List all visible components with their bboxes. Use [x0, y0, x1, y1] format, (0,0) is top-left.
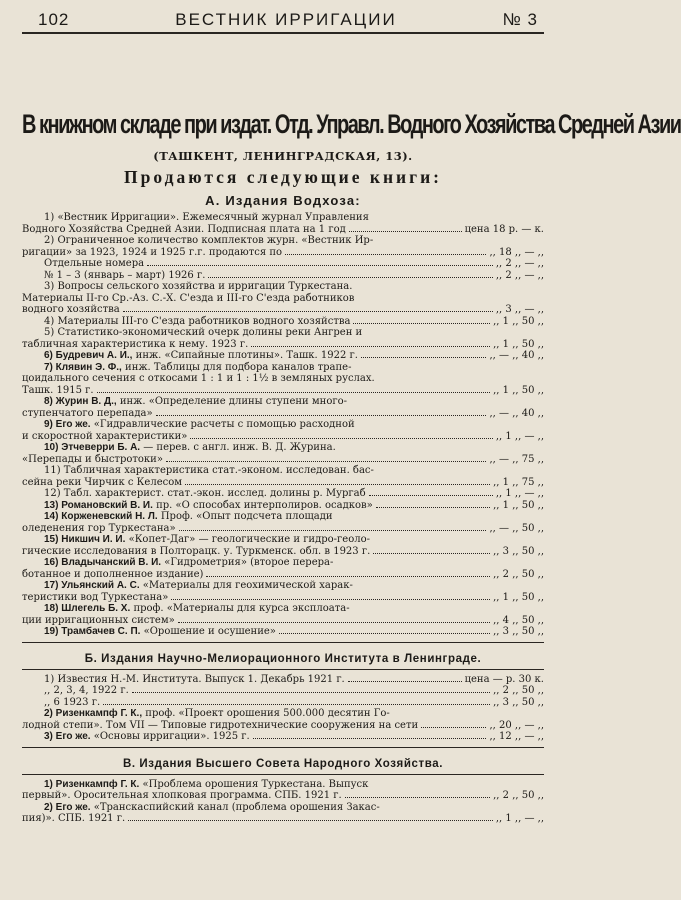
entry-line	[22, 511, 544, 523]
entry-author: 7) Клявин Э. Ф.,	[44, 361, 122, 373]
entry-text	[22, 304, 120, 316]
entry-author: 2) Ризенкампф Г. К.,	[44, 708, 143, 719]
entry-text	[44, 674, 345, 686]
entry-line	[22, 488, 544, 500]
entry-line	[22, 500, 544, 512]
entry-price: ,, 4 ,, 50 ,,	[493, 614, 544, 626]
entry-line	[22, 534, 544, 546]
entry-title: 3) Вопросы сельского хозяйства и ирригации Туркестана.	[44, 281, 353, 292]
entry-line	[22, 235, 544, 247]
entry-line	[22, 224, 544, 236]
entry-title: инж. «Определение длины ступени много-	[116, 396, 347, 407]
entry-line	[22, 615, 544, 627]
entry-text	[22, 523, 176, 535]
entry-title: 4) Материалы III-го С'езда работников водного хозяйства	[44, 315, 351, 327]
entry-title: 5) Статистико-экономический очерк долины реки Ангрен и	[44, 327, 363, 338]
entry-price: ,, 3 ,, 50 ,,	[493, 626, 544, 637]
entry-text	[44, 281, 544, 293]
entry-text	[44, 212, 544, 224]
entry-author: 13) Романовский В. И.	[44, 499, 153, 511]
entry-line	[22, 813, 544, 825]
section-heading: А. Издания Водхоза:	[205, 193, 361, 208]
entry-line	[22, 674, 544, 686]
catalog-entry	[22, 350, 544, 362]
books-for-sale-heading: Продаются следующие книги:	[124, 167, 442, 187]
entry-line	[22, 546, 544, 558]
section-divider	[22, 774, 544, 775]
entry-title: ступенчатого перепада»	[22, 407, 153, 419]
entry-title: проф. «Материалы для курса эксплоата-	[130, 603, 350, 614]
entry-text	[44, 626, 276, 638]
entry-price: ,, — ,, 40 ,,	[489, 350, 544, 361]
catalog-entry	[22, 235, 544, 258]
entry-text	[22, 813, 125, 825]
entry-text	[44, 327, 544, 339]
dot-leader	[178, 622, 490, 623]
entry-title: цоидального сечения с откосами 1 : 1 и 1 : 1½ в земляных руслах.	[22, 373, 375, 384]
entry-line	[22, 327, 544, 339]
dot-leader	[361, 357, 487, 358]
entry-title: № 1 – 3 (январь – март) 1926 г.	[44, 269, 206, 281]
entry-price: ,, 1 ,, — ,,	[495, 430, 544, 442]
entry-title: 11) Табличная характеристика стат.-эконом. исследован. бас-	[44, 465, 374, 476]
entry-title: Проф. «Опыт подсчета площади	[157, 511, 333, 522]
entry-text	[22, 454, 163, 466]
entry-line	[22, 697, 544, 709]
entry-line	[22, 385, 544, 397]
entry-text	[44, 685, 129, 697]
entry-line	[22, 408, 544, 420]
entry-title: теристики вод Туркестана»	[22, 591, 169, 603]
entry-price: ,, 1 ,, 75 ,,	[493, 476, 544, 488]
catalog-entry	[22, 396, 544, 419]
entry-author: 6) Будревич А. И.,	[44, 350, 133, 361]
entry-title: 1) Известия Н.-М. Института. Выпуск 1. Декабрь 1921 г.	[44, 673, 345, 685]
entry-price: ,, 2 ,, 50 ,,	[493, 685, 544, 696]
dot-leader	[103, 704, 490, 705]
issue-number: № 3	[502, 10, 538, 29]
entry-text	[22, 247, 282, 259]
entry-title: «Гидрометрия» (второе перера-	[161, 557, 334, 568]
dot-leader	[373, 553, 490, 554]
entry-text	[44, 500, 373, 512]
entry-title: пия)». СПБ. 1921 г.	[22, 813, 126, 824]
entry-text	[44, 442, 544, 454]
entry-line	[22, 419, 544, 431]
entry-title: ции ирригационных систем»	[22, 614, 175, 626]
entry-title: гические исследования в Полторацк. у. Туркменск. обл. в 1923 г.	[22, 545, 371, 557]
entry-price: ,, 3 ,, — ,,	[495, 304, 544, 315]
entry-text	[44, 731, 250, 743]
entry-text	[44, 419, 544, 431]
entry-author: 9) Его же.	[44, 419, 91, 430]
entry-title: 1) «Вестник Ирригации». Ежемесячный журнал Управления	[44, 212, 369, 223]
entry-title: лодной степи». Том VII — Типовые гидротехнические сооружения на сети	[22, 719, 419, 731]
entry-line	[22, 362, 544, 374]
entry-line	[22, 779, 544, 791]
entry-title: «Гидравлические расчеты с помощью расходной	[90, 419, 355, 430]
dot-leader	[421, 727, 486, 728]
entry-text	[44, 362, 544, 374]
entry-title: пр. «О способах интерполиров. осадков»	[152, 499, 373, 511]
entry-line	[22, 270, 544, 282]
entry-title: «Проблема орошения Туркестана. Выпуск	[139, 778, 369, 790]
entry-price: ,, 1 ,, 50 ,,	[493, 338, 544, 350]
section-heading: Б. Издания Научно-Мелиорационного Института в Ленинграде.	[84, 652, 482, 665]
catalog-entry	[22, 442, 544, 465]
entry-text	[44, 316, 350, 328]
dot-leader	[185, 484, 490, 485]
entry-title: Водного Хозяйства Средней Азии. Подписная плата на 1 год	[22, 223, 346, 235]
entry-line	[22, 592, 544, 604]
entry-line	[22, 477, 544, 489]
entry-title: табличная характеристика к нему. 1923 г.	[22, 338, 249, 350]
entry-text	[22, 477, 182, 489]
entry-title: и скоростной характеристики»	[22, 430, 188, 442]
entry-line	[22, 281, 544, 293]
catalog-entry	[22, 281, 544, 316]
entry-price: ,, 1 ,, 50 ,,	[493, 315, 544, 327]
entry-line	[22, 247, 544, 259]
entry-text	[44, 802, 544, 814]
entry-text	[22, 224, 346, 236]
catalog-entry	[22, 708, 544, 731]
dot-leader	[128, 820, 493, 821]
entry-text	[44, 580, 544, 592]
catalog-entry	[22, 557, 544, 580]
entry-author: 15) Никшич И. И.	[44, 534, 126, 545]
dot-leader	[208, 277, 492, 278]
entry-title: 2) Ограниченное количество комплектов журн. «Вестник Ир-	[44, 235, 374, 246]
entry-line	[22, 569, 544, 581]
entry-line	[22, 316, 544, 328]
entry-author: 2) Его же.	[44, 801, 91, 813]
entry-title: Ташк. 1915 г.	[22, 384, 94, 396]
catalog-entry	[22, 270, 544, 282]
entry-price: ,, 1 ,, 50 ,,	[493, 499, 544, 511]
entry-author: 14) Корженевский Н. Л.	[44, 511, 158, 522]
entry-text	[44, 396, 544, 408]
entry-line	[22, 212, 544, 224]
entry-title: ботанное и дополненное издание)	[22, 568, 204, 580]
dot-leader	[147, 265, 493, 266]
entry-price: ,, 2 ,, 50 ,,	[493, 790, 544, 801]
entry-title: инж. «Сипайные плотины». Ташк. 1922 г.	[132, 350, 358, 361]
entry-author: 3) Его же.	[44, 731, 91, 742]
entry-line	[22, 603, 544, 615]
entry-line	[22, 465, 544, 477]
entry-title: «Основы ирригации». 1925 г.	[90, 731, 250, 742]
entry-text	[44, 697, 100, 709]
catalog-entry	[22, 534, 544, 557]
catalog-entry	[22, 488, 544, 500]
entry-line	[22, 802, 544, 814]
catalog-entry	[22, 362, 544, 397]
entry-line	[22, 258, 544, 270]
entry-text	[22, 615, 175, 627]
entry-title: ,, 2, 3, 4, 1922 г.	[44, 685, 129, 696]
entry-line	[22, 720, 544, 732]
entry-price: ,, 1 ,, 50 ,,	[493, 591, 544, 603]
catalog-entry	[22, 779, 544, 802]
entry-text	[44, 779, 544, 791]
entry-author: 17) Ульянский А. С.	[44, 580, 140, 591]
dot-leader	[376, 507, 490, 508]
entry-text	[22, 790, 342, 802]
entry-price: ,, — ,, 75 ,,	[489, 453, 544, 465]
dot-leader	[132, 692, 490, 693]
entry-price: ,, 3 ,, 50 ,,	[493, 696, 544, 708]
entry-text	[22, 592, 168, 604]
entry-text	[44, 270, 205, 282]
entry-author: 8) Журин В. Д.,	[44, 396, 117, 407]
dot-leader	[253, 738, 487, 739]
entry-text	[44, 511, 544, 523]
entry-line	[22, 731, 544, 743]
catalog-entry	[22, 626, 544, 638]
entry-price: ,, 12 ,, — ,,	[489, 731, 544, 742]
catalog-entry	[22, 674, 544, 709]
dot-leader	[369, 495, 493, 496]
dot-leader	[123, 311, 493, 312]
section-divider	[22, 747, 544, 748]
dot-leader	[97, 392, 491, 393]
dot-leader	[279, 633, 490, 634]
entry-text	[44, 603, 544, 615]
catalog-entry	[22, 500, 544, 512]
dot-leader	[156, 415, 487, 416]
entry-title: «Перепады и быстротоки»	[22, 453, 163, 465]
entry-line	[22, 373, 544, 385]
entry-text	[22, 339, 248, 351]
entry-line	[22, 790, 544, 802]
catalog-entry	[22, 465, 544, 488]
entry-title: инж. Таблицы для подбора каналов трапе-	[121, 361, 352, 373]
entry-author: 10) Этчеверри Б. А.	[44, 442, 141, 453]
entry-title: проф. «Проект орошения 500.000 десятин Го-	[142, 708, 390, 719]
entry-title: «Орошение и осушение»	[140, 626, 276, 637]
catalog-entry	[22, 327, 544, 350]
dot-leader	[179, 530, 487, 531]
entry-line	[22, 304, 544, 316]
entry-line	[22, 431, 544, 443]
bookstore-address: (ТАШКЕНТ, ЛЕНИНГРАДСКАЯ, 13).	[153, 149, 413, 163]
entry-title: ригации» за 1923, 1924 и 1925 г.г. продаются по	[22, 246, 283, 258]
entry-text	[44, 235, 544, 247]
entry-text	[44, 534, 544, 546]
entry-price: цена 18 р. — к.	[464, 223, 544, 235]
entry-title: «Копет-Даг» — геологические и гидро-геоло-	[125, 534, 370, 545]
entry-text	[22, 569, 203, 581]
dot-leader	[171, 599, 490, 600]
catalog-entry	[22, 419, 544, 442]
catalog-entry	[22, 603, 544, 626]
running-header	[22, 10, 544, 34]
entry-price: ,, 2 ,, — ,,	[495, 258, 544, 269]
entry-title: сейна реки Чирчик с Келесом	[22, 476, 183, 488]
entry-line	[22, 350, 544, 362]
catalog-entry	[22, 212, 544, 235]
dot-leader	[285, 254, 486, 255]
section-heading: В. Издания Высшего Совета Народного Хозяйства.	[122, 757, 444, 770]
entry-price: цена — р. 30 к.	[464, 673, 544, 685]
bookstore-banner: В книжном складе при издат. Отд. Управл. Водного Хозяйства Средней Азии	[22, 110, 681, 140]
entry-title: ,, 6 1923 г.	[44, 696, 101, 708]
entry-author: 19) Трамбачев С. П.	[44, 626, 141, 637]
book-catalog	[22, 193, 544, 825]
entry-title: «Транскаспийский канал (проблема орошения Закас-	[90, 801, 380, 813]
entry-text	[22, 293, 544, 305]
entry-title: Отдельные номера	[44, 258, 145, 269]
entry-text	[22, 431, 187, 443]
dot-leader	[353, 323, 490, 324]
entry-title: 12) Табл. характерист. стат.-экон. исслед. долины р. Мургаб	[44, 488, 366, 499]
journal-title: ВЕСТНИК ИРРИГАЦИИ	[175, 10, 397, 29]
entry-title: оледенения гор Туркестана»	[22, 522, 176, 534]
entry-text	[44, 258, 144, 270]
entry-text	[22, 385, 94, 397]
entry-price: ,, 20 ,, — ,,	[489, 719, 544, 731]
entry-text	[44, 465, 544, 477]
entry-text	[22, 373, 544, 385]
dot-leader	[206, 576, 490, 577]
entry-price: ,, 1 ,, — ,,	[495, 488, 544, 499]
entry-price: ,, 18 ,, — ,,	[489, 246, 544, 258]
dot-leader	[349, 231, 462, 232]
entry-title: «Материалы для геохимической харак-	[139, 580, 353, 591]
dot-leader	[348, 681, 462, 682]
entry-price: ,, 1 ,, 50 ,,	[493, 384, 544, 396]
entry-title: водного хозяйства	[22, 304, 120, 315]
entry-line	[22, 293, 544, 305]
catalog-entry	[22, 258, 544, 270]
entry-price: ,, 1 ,, — ,,	[495, 813, 544, 824]
dot-leader	[251, 346, 490, 347]
entry-line	[22, 626, 544, 638]
entry-price: ,, — ,, 40 ,,	[489, 407, 544, 419]
entry-line	[22, 339, 544, 351]
dot-leader	[166, 461, 487, 462]
entry-price: ,, 2 ,, — ,,	[495, 269, 544, 281]
entry-text	[22, 720, 418, 732]
entry-text	[22, 408, 153, 420]
dot-leader	[190, 438, 492, 439]
entry-title: Материалы II-го Ср.-Аз. С.-Х. С'езда и III-го С'езда работников	[22, 292, 355, 304]
entry-line	[22, 685, 544, 697]
entry-price: ,, 3 ,, 50 ,,	[493, 545, 544, 557]
dot-leader	[345, 797, 490, 798]
catalog-entry	[22, 731, 544, 743]
entry-line	[22, 523, 544, 535]
section-divider	[22, 642, 544, 643]
catalog-entry	[22, 580, 544, 603]
entry-price: ,, 2 ,, 50 ,,	[493, 568, 544, 580]
entry-author: 16) Владычанский В. И.	[44, 557, 162, 568]
entry-title: — перев. с англ. инж. В. Д. Журина.	[140, 442, 336, 453]
entry-line	[22, 454, 544, 466]
entry-line	[22, 557, 544, 569]
entry-line	[22, 580, 544, 592]
catalog-entry	[22, 802, 544, 825]
catalog-entry	[22, 316, 544, 328]
entry-price: ,, — ,, 50 ,,	[489, 522, 544, 534]
catalog-entry	[22, 511, 544, 534]
entry-text	[44, 350, 358, 362]
entry-line	[22, 396, 544, 408]
entry-title: первый». Оросительная хлопковая программа. СПБ. 1921 г.	[22, 790, 342, 801]
entry-text	[44, 708, 544, 720]
page-number: 102	[38, 10, 70, 29]
entry-line	[22, 442, 544, 454]
section-divider	[22, 669, 544, 670]
entry-text	[22, 546, 370, 558]
entry-author: 18) Шлегель Б. Х.	[44, 603, 131, 614]
entry-text	[44, 557, 544, 569]
entry-line	[22, 708, 544, 720]
entry-text	[44, 488, 366, 500]
entry-author: 1) Ризенкампф Г. К.	[44, 778, 140, 790]
